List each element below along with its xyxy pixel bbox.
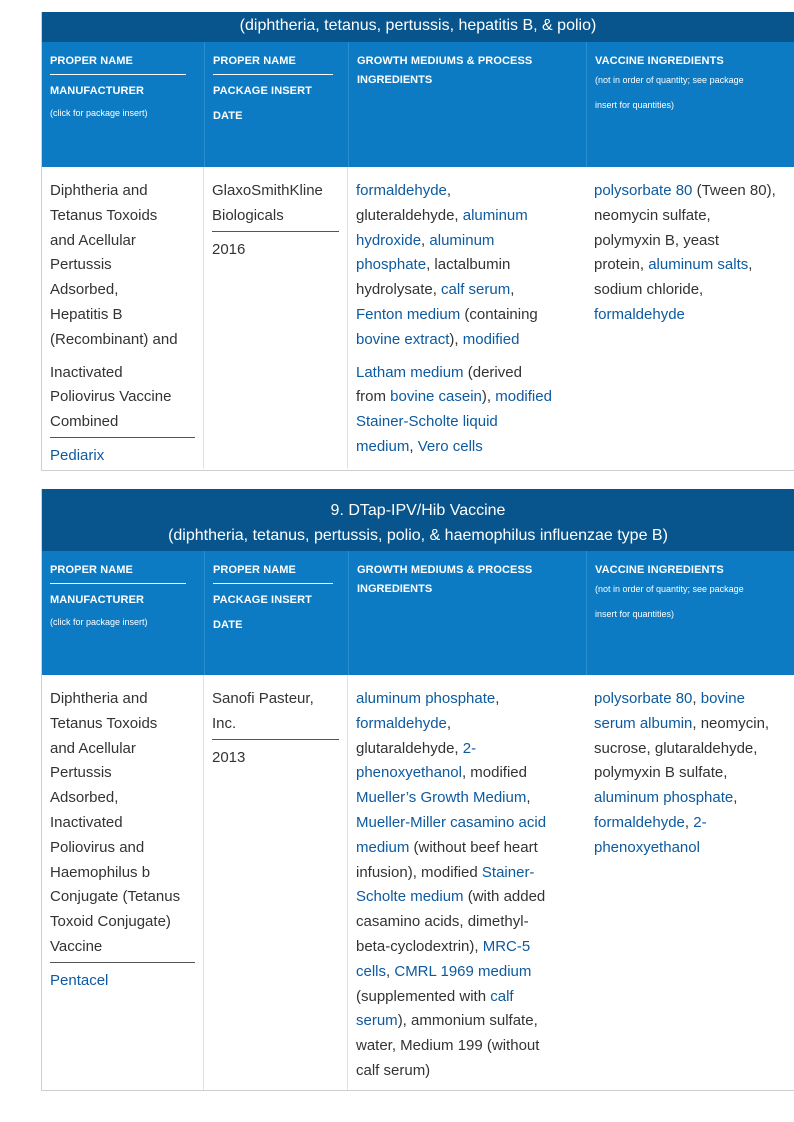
ingredient-link[interactable]: calf [490, 987, 514, 1005]
table-title: 9. DTap-IPV/Hib Vaccine (diphtheria, tetanus, pertussis, polio, & haemophilus influenzae type B) [42, 489, 794, 551]
ingredient-link[interactable]: medium [356, 437, 410, 455]
table-row [42, 167, 794, 469]
header-vaccine-ingredients: VACCINE INGREDIENTS (not in order of quantity; see package insert for quantities) [586, 551, 794, 675]
ingredient-link[interactable]: aluminum [429, 231, 495, 249]
proper-name-cell: Diphtheria and Tetanus Toxoids and Acellular Pertussis Adsorbed, Inactivated Poliovirus and Haemophilus b Conjugate (Tetanus Toxoid Conjugate) Vaccine Pentacel [42, 675, 204, 1091]
ingredient-link[interactable]: bovine [700, 690, 745, 707]
vaccine-table-dtap-ipv-hib [41, 489, 794, 1091]
ingredient-link[interactable]: cells [356, 962, 387, 980]
header-proper-name-manufacturer: PROPER NAME MANUFACTURER (click for package insert) [42, 551, 204, 675]
vaccine-table-dtap-hepb-ipv [41, 12, 794, 471]
insert-date: 2013 [212, 748, 246, 766]
ingredient-link[interactable]: formaldehyde [594, 305, 685, 323]
ingredient-link[interactable]: Scholte medium [356, 888, 464, 906]
ingredient-link[interactable]: aluminum phosphate [594, 789, 734, 807]
package-insert-link-pentacel[interactable]: Pentacel [50, 971, 109, 989]
ingredient-link[interactable]: aluminum [462, 206, 528, 224]
ingredient-link[interactable]: Stainer- [481, 863, 535, 881]
header-growth-mediums: GROWTH MEDIUMS & PROCESS INGREDIENTS [348, 42, 586, 167]
growth-mediums-cell: formaldehyde, gluteraldehyde, aluminum hydroxide, aluminum phosphate, lactalbumin hydrolysate, calf serum, Fenton medium (containing bovine extract), modified Latham medium (derived from bovine casein), modified Stainer-Scholte liquid medium, Vero cells [356, 182, 552, 455]
ingredient-link[interactable]: bovine extract [356, 330, 450, 348]
ingredient-link[interactable]: Stainer-Scholte liquid [356, 413, 498, 431]
growth-mediums-cell: aluminum phosphate, formaldehyde, glutaraldehyde, 2- phenoxyethanol, modified Mueller’s Growth Medium, Mueller-Miller casamino acid medium (without beef heart infusion), modified Stainer- Scholte medium (with added casamino acids, dimethyl- beta-cyclodextrin), MRC-5 cells, CMRL 1969 medium (supplemented with calf serum), ammonium sulfate, water, Medium 199 (without calf serum) [356, 690, 547, 1079]
ingredient-link[interactable]: hydroxide [356, 231, 422, 249]
ingredient-link[interactable]: phenoxyethanol [356, 764, 462, 782]
ingredient-link[interactable]: Mueller-Miller casamino acid [356, 813, 547, 831]
vaccine-ingredients-cell: polysorbate 80, bovine serum albumin, neomycin, sucrose, glutaraldehyde, polymyxin B sulfate, aluminum phosphate, formaldehyde, 2- phenoxyethanol [594, 690, 770, 856]
table-title: (diphtheria, tetanus, pertussis, hepatitis B, & polio) [42, 12, 794, 42]
package-insert-link-pediarix[interactable]: Pediarix [50, 446, 105, 464]
ingredient-link[interactable]: formaldehyde [356, 714, 447, 732]
ingredient-link[interactable]: serum albumin [594, 714, 693, 732]
ingredient-link[interactable]: polysorbate 80 [594, 182, 693, 199]
ingredient-link[interactable]: Latham medium [356, 363, 464, 381]
ingredient-link[interactable]: phosphate [356, 256, 427, 274]
manufacturer-cell: GlaxoSmithKline Biologicals 2016 [204, 167, 348, 469]
vaccine-ingredients-cell: polysorbate 80 (Tween 80), neomycin sulfate, polymyxin B, yeast protein, aluminum salts, sodium chloride, formaldehyde [594, 182, 776, 323]
header-growth-mediums: GROWTH MEDIUMS & PROCESS INGREDIENTS [348, 551, 586, 675]
ingredient-link[interactable]: Fenton medium [356, 305, 461, 323]
table-row [42, 675, 794, 1091]
table-header [42, 42, 794, 167]
ingredient-link[interactable]: modified [462, 330, 520, 348]
header-package-insert-date: PROPER NAME PACKAGE INSERT DATE [204, 42, 348, 167]
ingredient-link[interactable]: MRC-5 [482, 937, 531, 955]
ingredient-link[interactable]: serum [356, 1012, 398, 1030]
ingredient-link[interactable]: CMRL 1969 medium [394, 962, 532, 980]
ingredient-link[interactable]: Vero cells [417, 437, 483, 455]
insert-date: 2016 [212, 240, 246, 258]
ingredient-link[interactable]: modified [495, 388, 552, 406]
header-vaccine-ingredients: VACCINE INGREDIENTS (not in order of quantity; see package insert for quantities) [586, 42, 794, 167]
ingredient-link[interactable]: polysorbate 80 [594, 690, 693, 707]
ingredient-link[interactable]: aluminum salts [648, 256, 749, 274]
ingredient-link[interactable]: phenoxyethanol [594, 838, 700, 856]
ingredient-link[interactable]: calf serum [441, 281, 511, 299]
ingredient-link[interactable]: Mueller’s Growth Medium [356, 789, 527, 807]
ingredient-link[interactable]: formaldehyde [356, 182, 447, 199]
ingredient-link[interactable]: formaldehyde [594, 813, 685, 831]
ingredient-link[interactable]: 2- [693, 813, 707, 831]
ingredient-link[interactable]: bovine casein [390, 388, 482, 406]
header-package-insert-date: PROPER NAME PACKAGE INSERT DATE [204, 551, 348, 675]
ingredient-link[interactable]: medium [356, 838, 410, 856]
ingredient-link[interactable]: 2- [462, 739, 477, 757]
header-proper-name-manufacturer: PROPER NAME MANUFACTURER (click for package insert) [42, 42, 204, 167]
manufacturer-cell: Sanofi Pasteur, Inc. 2013 [204, 675, 348, 1091]
table-header [42, 551, 794, 675]
ingredient-link[interactable]: aluminum phosphate [356, 690, 496, 707]
proper-name-cell: Diphtheria and Tetanus Toxoids and Acellular Pertussis Adsorbed, Hepatitis B (Recombinant) and Inactivated Poliovirus Vaccine Combined Pediarix [42, 167, 204, 469]
